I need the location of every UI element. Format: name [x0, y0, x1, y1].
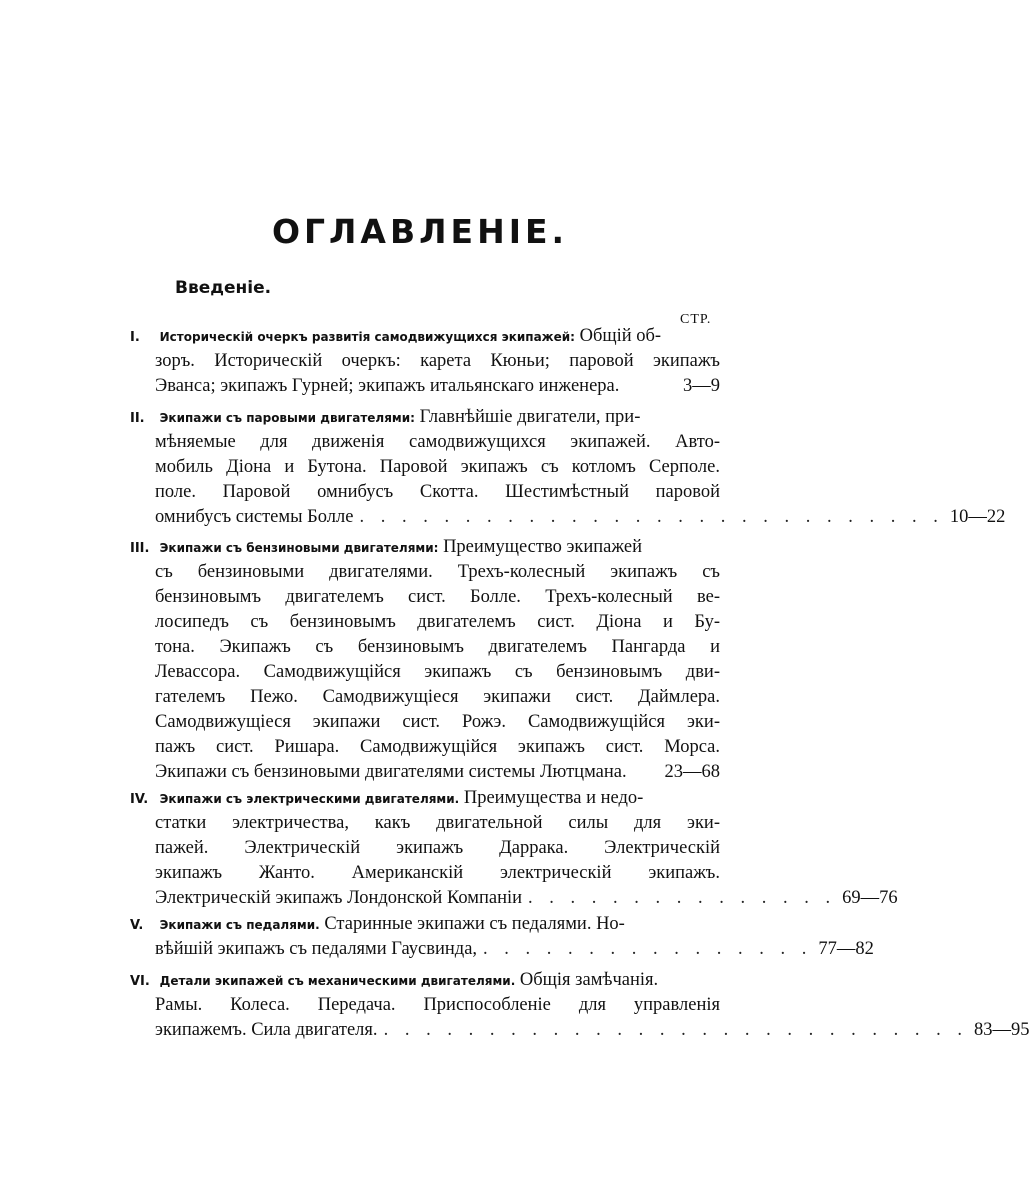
chapter-last-text: Электрическій экипажъ Лондонской Компаніи	[155, 888, 523, 908]
toc-entry-line: пажъ сист. Ришара. Самодвижущійся экипажъ сист. Морса.	[155, 737, 720, 757]
chapter-last-text: экипажемъ. Сила двигателя.	[155, 1020, 378, 1040]
chapter-heading: Экипажи съ бензиновыми двигателями:	[159, 541, 439, 555]
toc-entry-line: Левассора. Самодвижущійся экипажъ съ бензиновымъ дви-	[155, 662, 720, 682]
toc-entry-line: гателемъ Пежо. Самодвижущіеся экипажи сист. Даймлера.	[155, 687, 720, 707]
chapter-heading: Экипажи съ паровыми двигателями:	[159, 411, 415, 425]
chapter-number: V.	[130, 918, 144, 933]
page-range: 77—82	[818, 939, 874, 959]
chapter-heading: Экипажи съ электрическими двигателями.	[159, 792, 460, 806]
toc-entry-1	[130, 324, 720, 399]
toc-entry-line: мобиль Діона и Бутона. Паровой экипажъ съ котломъ Серполе.	[155, 457, 720, 477]
chapter-last-text: вѣйшій экипажъ съ педалями Гаусвинда,	[155, 939, 478, 959]
chapter-number: III.	[130, 541, 150, 556]
chapter-heading: Детали экипажей съ механическими двигателями.	[159, 974, 516, 988]
toc-entry-last-line	[130, 886, 898, 911]
leader-dots: . . . . . . . . . . . . . . . . . . . . . . . . . . . .	[383, 1020, 968, 1040]
toc-entry-4	[130, 786, 898, 911]
toc-entry-first-line	[130, 786, 720, 811]
chapter-text: Общія замѣчанія.	[519, 970, 659, 990]
toc-entry-line: Самодвижущіеся экипажи сист. Рожэ. Самодвижущійся эки-	[155, 712, 720, 732]
toc-entry-last-line	[130, 1018, 1029, 1043]
toc-entry-first-line	[130, 405, 720, 430]
toc-entry-last-line	[130, 505, 1006, 530]
chapter-text: Преимущества и недо-	[463, 788, 644, 808]
chapter-last-text: Эванса; экипажъ Гурней; экипажъ итальянскаго инженера.	[155, 376, 620, 396]
chapter-number: II.	[130, 411, 145, 426]
toc-entry-6	[130, 968, 1029, 1043]
page-range: 3—9	[683, 376, 720, 396]
toc-entry-first-line	[130, 968, 720, 993]
page-column-label: СТР.	[680, 312, 712, 327]
page-range: 83—95	[973, 1020, 1029, 1040]
toc-entry-line: экипажъ Жанто. Американскій электрическій экипажъ.	[155, 863, 720, 883]
chapter-number: I.	[130, 330, 140, 345]
toc-entry-first-line	[130, 535, 720, 560]
toc-entry-3	[130, 535, 720, 785]
toc-entry-last-line	[130, 374, 720, 399]
chapter-text: Главнѣйшіе двигатели, при-	[419, 407, 641, 427]
toc-entry-first-line	[130, 912, 720, 937]
toc-entry-line: Рамы. Колеса. Передача. Приспособленіе для управленія	[155, 995, 720, 1015]
chapter-text: Преимущество экипажей	[443, 537, 643, 557]
chapter-number: VI.	[130, 974, 150, 989]
toc-entry-2	[130, 405, 1006, 530]
chapter-heading: Историческій очеркъ развитія самодвижущихся экипажей:	[159, 330, 575, 344]
chapter-heading: Экипажи съ педалями.	[159, 918, 320, 932]
toc-entry-line: лосипедъ съ бензиновымъ двигателемъ сист. Діона и Бу-	[155, 612, 720, 632]
toc-entry-5	[130, 912, 874, 962]
toc-entry-line: зоръ. Историческій очеркъ: карета Кюньи; паровой экипажъ	[155, 351, 720, 371]
leader-dots: . . . . . . . . . . . . . . .	[528, 888, 837, 908]
toc-entry-line: тона. Экипажъ съ бензиновымъ двигателемъ Пангарда и	[155, 637, 720, 657]
toc-entry-line: пажей. Электрическій экипажъ Даррака. Электрическій	[155, 838, 720, 858]
introduction-heading: Введеніе.	[175, 278, 272, 298]
page-range: 10—22	[949, 507, 1006, 527]
toc-entry-last-line	[130, 937, 874, 962]
page-range: 69—76	[842, 888, 898, 908]
toc-entry-line: съ бензиновыми двигателями. Трехъ-колесный экипажъ съ	[155, 562, 720, 582]
chapter-last-text: омнибусъ системы Болле	[155, 507, 354, 527]
toc-entry-line: мѣняемые для движенія самодвижущихся экипажей. Авто-	[155, 432, 720, 452]
toc-entry-first-line	[130, 324, 720, 349]
page-range: 23—68	[664, 762, 720, 782]
chapter-last-text: Экипажи съ бензиновыми двигателями системы Лютцмана.	[155, 762, 627, 782]
chapter-number: IV.	[130, 792, 149, 807]
chapter-text: Общій об-	[579, 326, 662, 346]
chapter-text: Старинные экипажи съ педалями. Но-	[324, 914, 625, 934]
toc-entry-last-line	[130, 760, 720, 785]
toc-entry-line: статки электричества, какъ двигательной силы для эки-	[155, 813, 720, 833]
leader-dots: . . . . . . . . . . . . . . . . . . . . . . . . . . . .	[359, 507, 944, 527]
leader-dots: . . . . . . . . . . . . . . . .	[483, 939, 813, 959]
toc-entry-line: поле. Паровой омнибусъ Скотта. Шестимѣстный паровой	[155, 482, 720, 502]
page-title: ОГЛАВЛЕНІЕ.	[271, 212, 569, 251]
toc-entry-line: бензиновымъ двигателемъ сист. Болле. Трехъ-колесный ве-	[155, 587, 720, 607]
